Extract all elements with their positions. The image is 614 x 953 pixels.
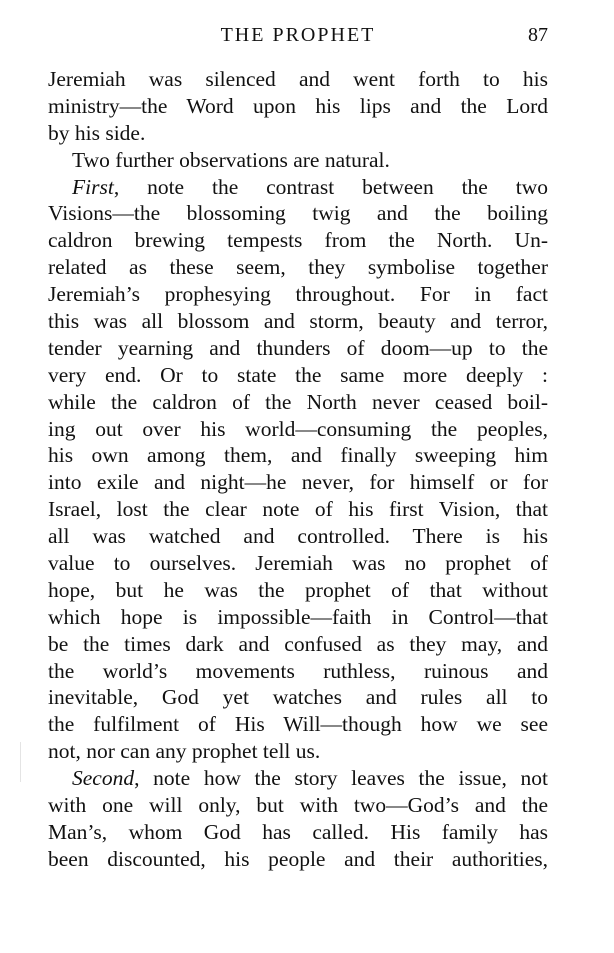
text-line: Jeremiah’s prophesying throughout. For in fact bbox=[48, 282, 548, 307]
text-line: related as these seem, they symbolise together bbox=[48, 255, 548, 280]
text-line: very end. Or to state the same more deeply : bbox=[48, 362, 548, 387]
text-line: been discounted, his people and their authorities, bbox=[48, 846, 548, 871]
text-line-rest: , note the contrast between the two bbox=[113, 174, 548, 199]
page-number: 87 bbox=[528, 24, 548, 46]
margin-mark bbox=[20, 742, 21, 782]
text-line bbox=[48, 174, 548, 201]
text-line: not, nor can any prophet tell us. bbox=[48, 739, 321, 764]
text-line: Israel, lost the clear note of his first Vision, that bbox=[48, 497, 548, 522]
text-line: the fulfilment of His Will—though how we see bbox=[48, 712, 548, 737]
text-line: inevitable, God yet watches and rules all to bbox=[48, 685, 548, 710]
text-line: his own among them, and finally sweeping him bbox=[48, 443, 548, 468]
text-line: Man’s, whom God has called. His family has bbox=[48, 819, 548, 844]
text-line: while the caldron of the North never ceased boil- bbox=[48, 389, 548, 414]
text-line: be the times dark and confused as they may, and bbox=[48, 631, 548, 656]
text-line: the world’s movements ruthless, ruinous and bbox=[48, 658, 548, 683]
text-line: hope, but he was the prophet of that without bbox=[48, 577, 548, 602]
text-line: ministry—the Word upon his lips and the Lord bbox=[48, 93, 548, 118]
text-line: value to ourselves. Jeremiah was no prophet of bbox=[48, 551, 548, 576]
text-line: Visions—the blossoming twig and the boiling bbox=[48, 201, 548, 226]
text-line: by his side. bbox=[48, 120, 146, 145]
text-line: with one will only, but with two—God’s and the bbox=[48, 793, 548, 818]
text-line: ing out over his world—consuming the peoples, bbox=[48, 416, 548, 441]
italic-second: Second bbox=[72, 766, 135, 791]
running-head bbox=[48, 24, 548, 52]
running-title: THE PROPHET bbox=[220, 24, 376, 46]
text-line bbox=[48, 765, 548, 792]
text-line: caldron brewing tempests from the North. Un- bbox=[48, 228, 548, 253]
italic-first: First bbox=[72, 174, 114, 199]
text-line: all was watched and controlled. There is his bbox=[48, 524, 548, 549]
text-line: tender yearning and thunders of doom—up to the bbox=[48, 335, 548, 360]
text-line-rest: , note how the story leaves the issue, not bbox=[134, 766, 548, 791]
text-line: Jeremiah was silenced and went forth to his bbox=[48, 67, 548, 91]
body-text bbox=[48, 66, 548, 873]
text-line: Two further observations are natural. bbox=[72, 147, 390, 172]
text-line: which hope is impossible—faith in Control—that bbox=[48, 604, 548, 629]
text-line: this was all blossom and storm, beauty and terror, bbox=[48, 309, 548, 334]
text-line: into exile and night—he never, for himself or for bbox=[48, 470, 548, 495]
